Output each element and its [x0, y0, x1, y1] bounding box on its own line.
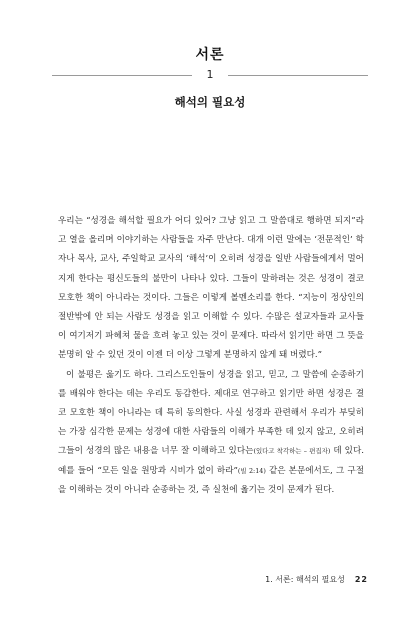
- right-divider: [228, 75, 368, 76]
- chapter-title: 해석의 필요성: [174, 95, 246, 109]
- section-label: 서론: [195, 47, 225, 63]
- paragraph-2-part-a: 이 불평은 옳기도 하다. 그리스도인들이 성경을 읽고, 믿고, 그 말씀에 순종하기를 배워야 한다는 데는 우리도 동감한다. 제대로 연구하고 읽기만 하면 성경은 결코 모호한 책이 아니라는 데 특히 동의한다. 사실 성경과 관련해서 우리가 부딪히는 가장 심각한 문제는 성경에 대한 사람들의 이해가 부족한 데 있지 않고, 오히려 그들이 성경의 많은 내용을 너무 잘 이해하고 있다는: [58, 369, 364, 457]
- scripture-reference: (빌 2:14): [237, 466, 266, 475]
- paragraph-1: 우리는 “성경을 해석할 필요가 어디 있어? 그냥 읽고 그 말씀대로 행하면 되지”라고 열을 올리며 이야기하는 사람들을 자주 만난다. 대개 이런 말에는 ‘전문적인’ 학자나 목사, 교사, 주일학교 교사의 ‘해석’이 오히려 성경을 일반 사람들에게서 멀어지게 한다는 평신도들의 불만이 나타나 있다. 그들이 말하려는 것은 성경이 결코 모호한 책이 아니라는 것이다. 그들은 이렇게 볼멘소리를 한다. “지능이 정상인의 절반밖에 안 되는 사람도 성경을 읽고 이해할 수 있다. 수많은 설교자들과 교사들이 여기저기 파헤쳐 물을 흐려 놓고 있는 것이 문제다. 따라서 읽기만 하면 그 뜻을 분명히 알 수 있던 것이 이젠 더 이상 그렇게 분명하지 않게 돼 버렸다.”: [58, 216, 364, 361]
- page-number: 22: [354, 575, 368, 584]
- editor-note: (있다고 착각하는 – 편집자): [253, 447, 331, 456]
- paragraph-2-part-b: 데 있다. 예를 들어 “모든 일을 원망과 시비가 없이 하라”: [58, 446, 364, 476]
- body-text: [58, 212, 364, 500]
- paragraph-2: [58, 366, 364, 500]
- page-footer: [265, 574, 368, 585]
- chapter-number-row: [52, 68, 368, 82]
- chapter-number: 1: [206, 68, 214, 81]
- running-title: 1. 서론: 해석의 필요성: [265, 575, 345, 584]
- paragraph-2-part-c: 같은 본문에서도, 그 구절을 이해하는 것이 아니라 순종하는 것, 즉 실천에 옮기는 것이 문제가 된다.: [58, 465, 364, 495]
